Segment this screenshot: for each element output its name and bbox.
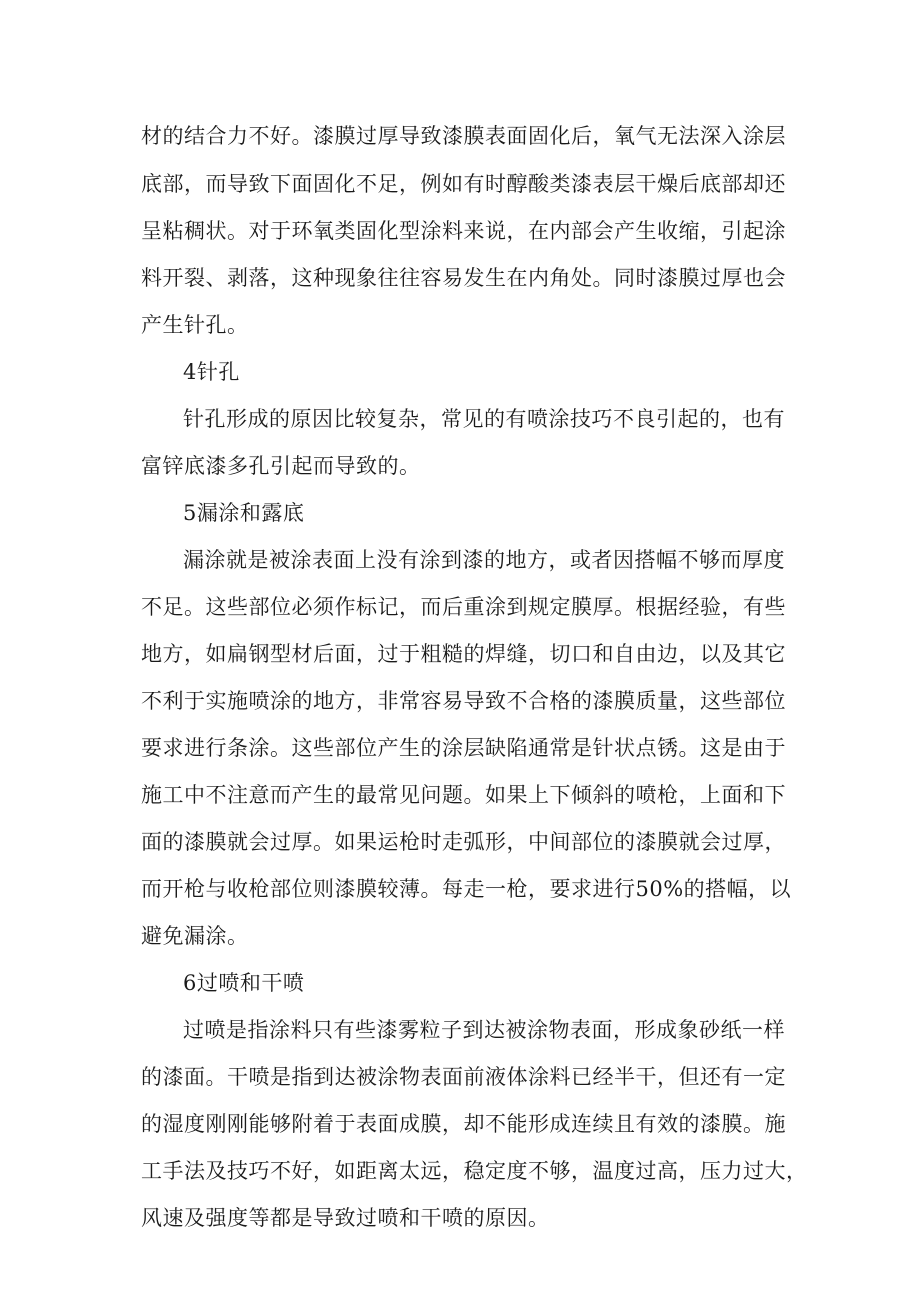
paragraph-line: 呈粘稠状。对于环氧类固化型涂料来说，在内部会产生收缩，引起涂 [141,219,786,243]
paragraph-line: 漏涂就是被涂表面上没有涂到漆的地方，或者因搭幅不够而厚度 [183,548,785,572]
section-heading-5: 5漏涂和露底 [183,501,305,525]
paragraph-line: 而开枪与收枪部位则漆膜较薄。每走一枪，要求进行50%的搭幅，以 [141,877,792,901]
paragraph-line: 要求进行条涂。这些部位产生的涂层缺陷通常是针状点锈。这是由于 [141,736,786,760]
paragraph-line: 材的结合力不好。漆膜过厚导致漆膜表面固化后，氧气无法深入涂层 [141,124,786,148]
paragraph-line: 富锌底漆多孔引起而导致的。 [141,454,421,478]
paragraph-line: 地方，如扁钢型材后面，过于粗糙的焊缝，切口和自由边，以及其它 [141,642,786,666]
paragraph-line: 底部，而导致下面固化不足，例如有时醇酸类漆表层干燥后底部却还 [141,172,786,196]
paragraph-line: 风速及强度等都是导致过喷和干喷的原因。 [141,1206,550,1230]
paragraph-line: 工手法及技巧不好，如距离太远，稳定度不够，温度过高，压力过大， [141,1159,808,1183]
paragraph-line: 不利于实施喷涂的地方，非常容易导致不合格的漆膜质量，这些部位 [141,689,786,713]
paragraph-line: 针孔形成的原因比较复杂，常见的有喷涂技巧不良引起的，也有 [183,407,785,431]
paragraph-line: 施工中不注意而产生的最常见问题。如果上下倾斜的喷枪，上面和下 [141,783,786,807]
paragraph-line: 避免漏涂。 [141,924,249,948]
paragraph-line: 的漆面。干喷是指到达被涂物表面前液体涂料已经半干，但还有一定 [141,1065,786,1089]
section-heading-4: 4针孔 [183,360,240,384]
section-heading-6: 6过喷和干喷 [183,971,305,995]
paragraph-line: 产生针孔。 [141,313,249,337]
paragraph-line: 的湿度刚刚能够附着于表面成膜，却不能形成连续且有效的漆膜。施 [141,1112,786,1136]
paragraph-line: 面的漆膜就会过厚。如果运枪时走弧形，中间部位的漆膜就会过厚， [141,830,786,854]
paragraph-line: 不足。这些部位必须作标记，而后重涂到规定膜厚。根据经验，有些 [141,595,786,619]
paragraph-line: 过喷是指涂料只有些漆雾粒子到达被涂物表面，形成象砂纸一样 [183,1018,785,1042]
paragraph-line: 料开裂、剥落，这种现象往往容易发生在内角处。同时漆膜过厚也会 [141,266,786,290]
